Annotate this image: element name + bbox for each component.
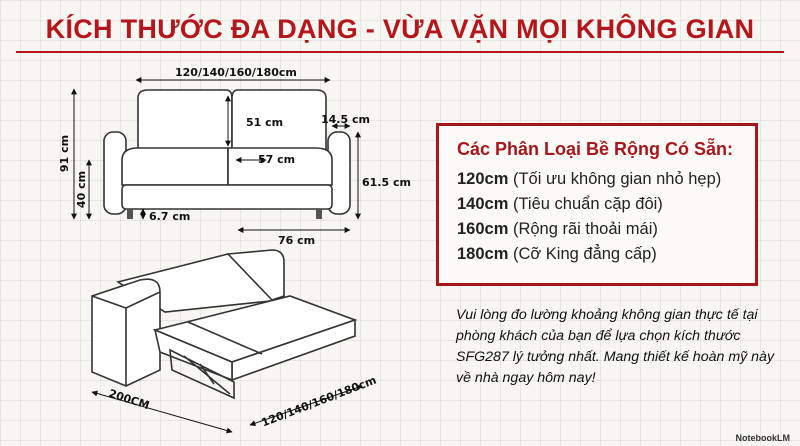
width-options-box xyxy=(436,123,758,286)
arm-height-label: 61.5 cm xyxy=(362,176,411,189)
option-desc: (Cỡ King đẳng cấp) xyxy=(508,245,657,263)
arm-width-label: 14.5 cm xyxy=(321,113,370,126)
page-title: KÍCH THƯỚC ĐA DẠNG - VỪA VẶN MỌI KHÔNG GIAN xyxy=(45,14,755,44)
leg-height-label: 6.7 cm xyxy=(149,210,191,223)
bed-length-label: 200CM xyxy=(107,386,151,413)
width-label: 120/140/160/180cm xyxy=(175,66,297,79)
option-item xyxy=(457,217,741,242)
option-desc: (Tối ưu không gian nhỏ hẹp) xyxy=(508,170,722,188)
bed-width-label: 120/140/160/180cm xyxy=(259,373,379,430)
depth-label: 76 cm xyxy=(278,234,316,247)
measurement-note: Vui lòng đo lường khoảng không gian thực tế tại phòng khách của bạn để lựa chọn kích thước SFG287 lý tưởng nhất. Mang thiết kế hoàn mỹ này về nhà ngay hôm nay! xyxy=(456,307,775,386)
option-size: 180cm xyxy=(457,245,509,263)
option-size: 160cm xyxy=(457,220,509,238)
options-heading: Các Phân Loại Bề Rộng Có Sẵn: xyxy=(457,139,734,159)
option-desc: (Tiêu chuẩn cặp đôi) xyxy=(508,195,663,213)
seat-height-label: 40 cm xyxy=(75,170,89,209)
option-size: 120cm xyxy=(457,170,509,188)
seat-depth-label: 57 cm xyxy=(258,153,296,166)
option-size: 140cm xyxy=(457,195,509,213)
sofa-front-view xyxy=(104,90,350,219)
sofa-bed-view xyxy=(92,250,355,398)
option-item xyxy=(457,192,741,217)
option-desc: (Rộng rãi thoải mái) xyxy=(508,220,658,238)
back-height-label: 51 cm xyxy=(246,116,284,129)
option-item xyxy=(457,242,741,267)
option-item xyxy=(457,167,741,192)
total-height-label: 91 cm xyxy=(58,134,72,173)
brand-watermark: NotebookLM xyxy=(735,433,790,443)
